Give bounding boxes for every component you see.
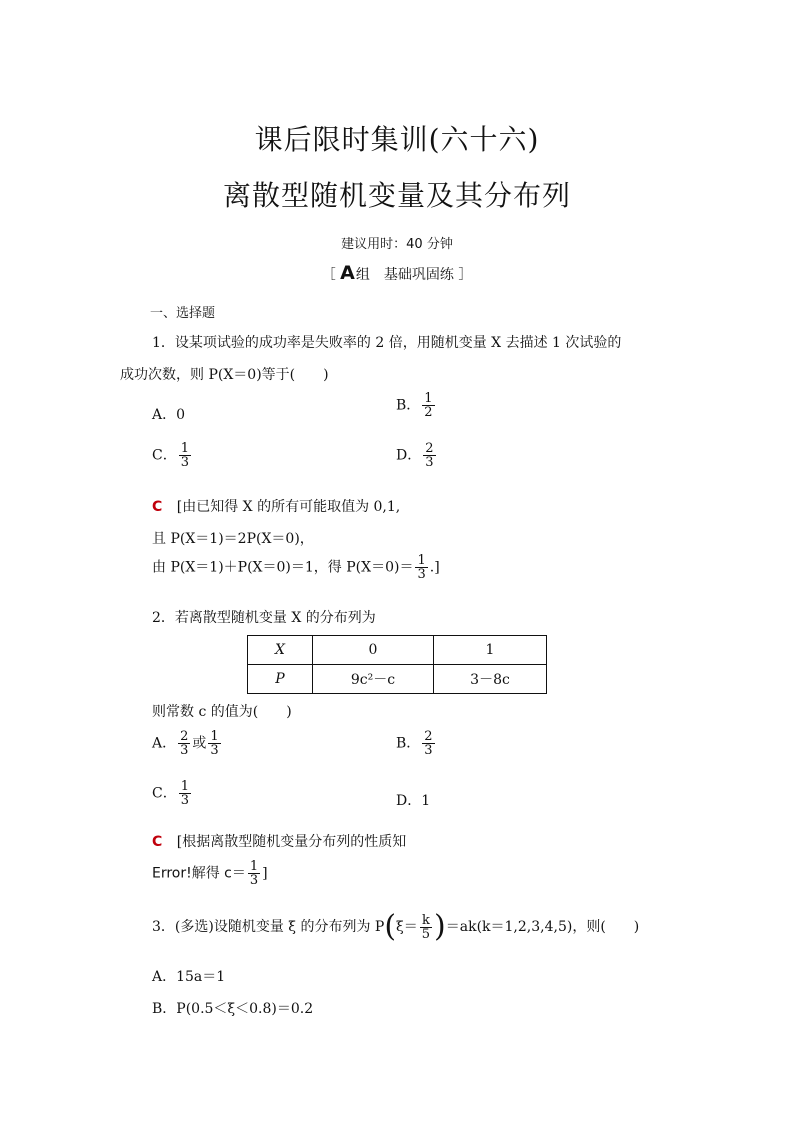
q1-explanation-line1	[152, 496, 400, 516]
bracket-right: ］	[458, 267, 473, 283]
suggested-time: 建议用时：40 分钟	[341, 237, 453, 252]
cell-text: X	[275, 642, 285, 658]
q2-option-a	[152, 730, 223, 757]
q1-explanation-line3	[152, 554, 440, 581]
q2-answer-letter: C	[152, 834, 163, 850]
frac-den: 3	[180, 743, 189, 758]
q1-option-d-prefix: D．	[396, 447, 422, 464]
q2-explanation-line2	[152, 860, 268, 887]
q1-answer-letter: C	[152, 499, 163, 515]
frac-den: 3	[249, 873, 259, 888]
frac-num: 1	[180, 441, 189, 456]
table-row	[248, 665, 547, 694]
frac-den: 3	[210, 743, 219, 758]
frac-num: k	[421, 912, 430, 928]
q2-option-b-prefix: B．	[396, 735, 421, 752]
page-title: 课后限时集训(六十六)	[254, 123, 540, 156]
q1-option-d	[396, 442, 438, 469]
group-text: 组 基础巩固练	[355, 267, 454, 283]
q3-option-b: B．P(0.5＜ξ＜0.8)＝0.2	[152, 1001, 314, 1017]
group-header	[0, 262, 794, 284]
q1-option-b-prefix: B．	[396, 397, 421, 414]
frac-den: 3	[180, 455, 189, 470]
q1-option-b-fraction	[422, 392, 434, 419]
q2-option-d: D．1	[396, 793, 431, 809]
table-row	[248, 636, 547, 665]
q1-option-c	[152, 442, 193, 469]
q1-option-b	[396, 392, 437, 419]
table-cell: 1	[434, 636, 547, 665]
page-subtitle: 离散型随机变量及其分布列	[222, 179, 571, 212]
group-letter: A	[340, 262, 355, 284]
bracket-left: ［	[321, 267, 336, 283]
q3-stem	[152, 909, 640, 944]
frac-den: 3	[424, 743, 433, 758]
q2-option-c-prefix: C．	[152, 785, 177, 802]
q3-option-a: A．15a＝1	[152, 969, 226, 985]
frac-den: 3	[425, 455, 434, 470]
table-cell	[248, 665, 313, 694]
q1-explanation-line2: 且 P(X＝1)＝2P(X＝0)，	[152, 531, 314, 547]
frac-num: 1	[210, 729, 219, 744]
section-heading: 一、选择题	[150, 306, 216, 321]
table-cell: 0	[313, 636, 434, 665]
q2-option-c	[152, 780, 193, 807]
frac-den: 3	[417, 567, 426, 582]
q3-inner-prefix: ξ＝	[396, 919, 418, 935]
frac-den: 5	[421, 926, 431, 942]
q1-option-c-prefix: C．	[152, 447, 177, 464]
frac-num: 2	[424, 729, 433, 744]
q3-prefix: 3．(多选)设随机变量 ξ 的分布列为 P	[152, 919, 385, 935]
right-paren: )	[434, 909, 446, 944]
q1-option-d-fraction	[423, 442, 435, 469]
q2-explain2-fraction	[248, 860, 260, 887]
q1-explain3-fraction	[415, 554, 427, 581]
q2-option-b	[396, 730, 437, 757]
q2-option-a-prefix: A．	[152, 735, 177, 752]
q1-option-a: A．0	[152, 407, 186, 423]
q2-option-b-fraction	[422, 730, 434, 757]
q3-suffix: ＝ak(k＝1,2,3,4,5)，则( )	[445, 919, 640, 935]
frac-num: 1	[180, 779, 189, 794]
distribution-table	[247, 635, 547, 694]
q1-explain3-suffix: .]	[429, 559, 440, 576]
q2-option-a-fraction2	[208, 730, 220, 757]
q2-explain2-suffix: ]	[262, 865, 268, 882]
q2-option-a-fraction1	[178, 730, 190, 757]
frac-num: 1	[249, 859, 259, 874]
q2-explain2-prefix: Error!解得 c＝	[152, 865, 246, 882]
table-cell: 3－8c	[434, 665, 547, 694]
q2-option-c-fraction	[179, 780, 191, 807]
q1-option-c-fraction	[179, 442, 191, 469]
q1-line2: 成功次数，则 P(X＝0)等于( )	[120, 367, 329, 383]
q3-fraction	[420, 914, 432, 941]
q2-explanation-line1	[152, 831, 406, 851]
frac-num: 1	[417, 553, 426, 568]
cell-text: P	[275, 671, 285, 687]
frac-num: 1	[424, 391, 433, 406]
frac-den: 3	[180, 793, 189, 808]
frac-den: 2	[424, 405, 433, 420]
q1-explain3-prefix: 由 P(X＝1)＋P(X＝0)＝1，得 P(X＝0)＝	[152, 559, 414, 576]
q1-explain1: [由已知得 X 的所有可能取值为 0,1,	[176, 499, 401, 515]
q2-line2: 则常数 c 的值为( )	[152, 704, 292, 720]
left-paren: (	[384, 909, 397, 944]
table-cell: 9c²－c	[313, 665, 434, 694]
q1-line1: 1．设某项试验的成功率是失败率的 2 倍，用随机变量 X 去描述 1 次试验的	[152, 335, 622, 351]
q2-option-a-or: 或	[192, 735, 207, 752]
frac-num: 2	[180, 729, 189, 744]
q2-explain1: [根据离散型随机变量分布列的性质知	[176, 834, 407, 850]
table-cell	[248, 636, 313, 665]
q2-line1: 2．若离散型随机变量 X 的分布列为	[152, 610, 376, 626]
frac-num: 2	[425, 441, 434, 456]
